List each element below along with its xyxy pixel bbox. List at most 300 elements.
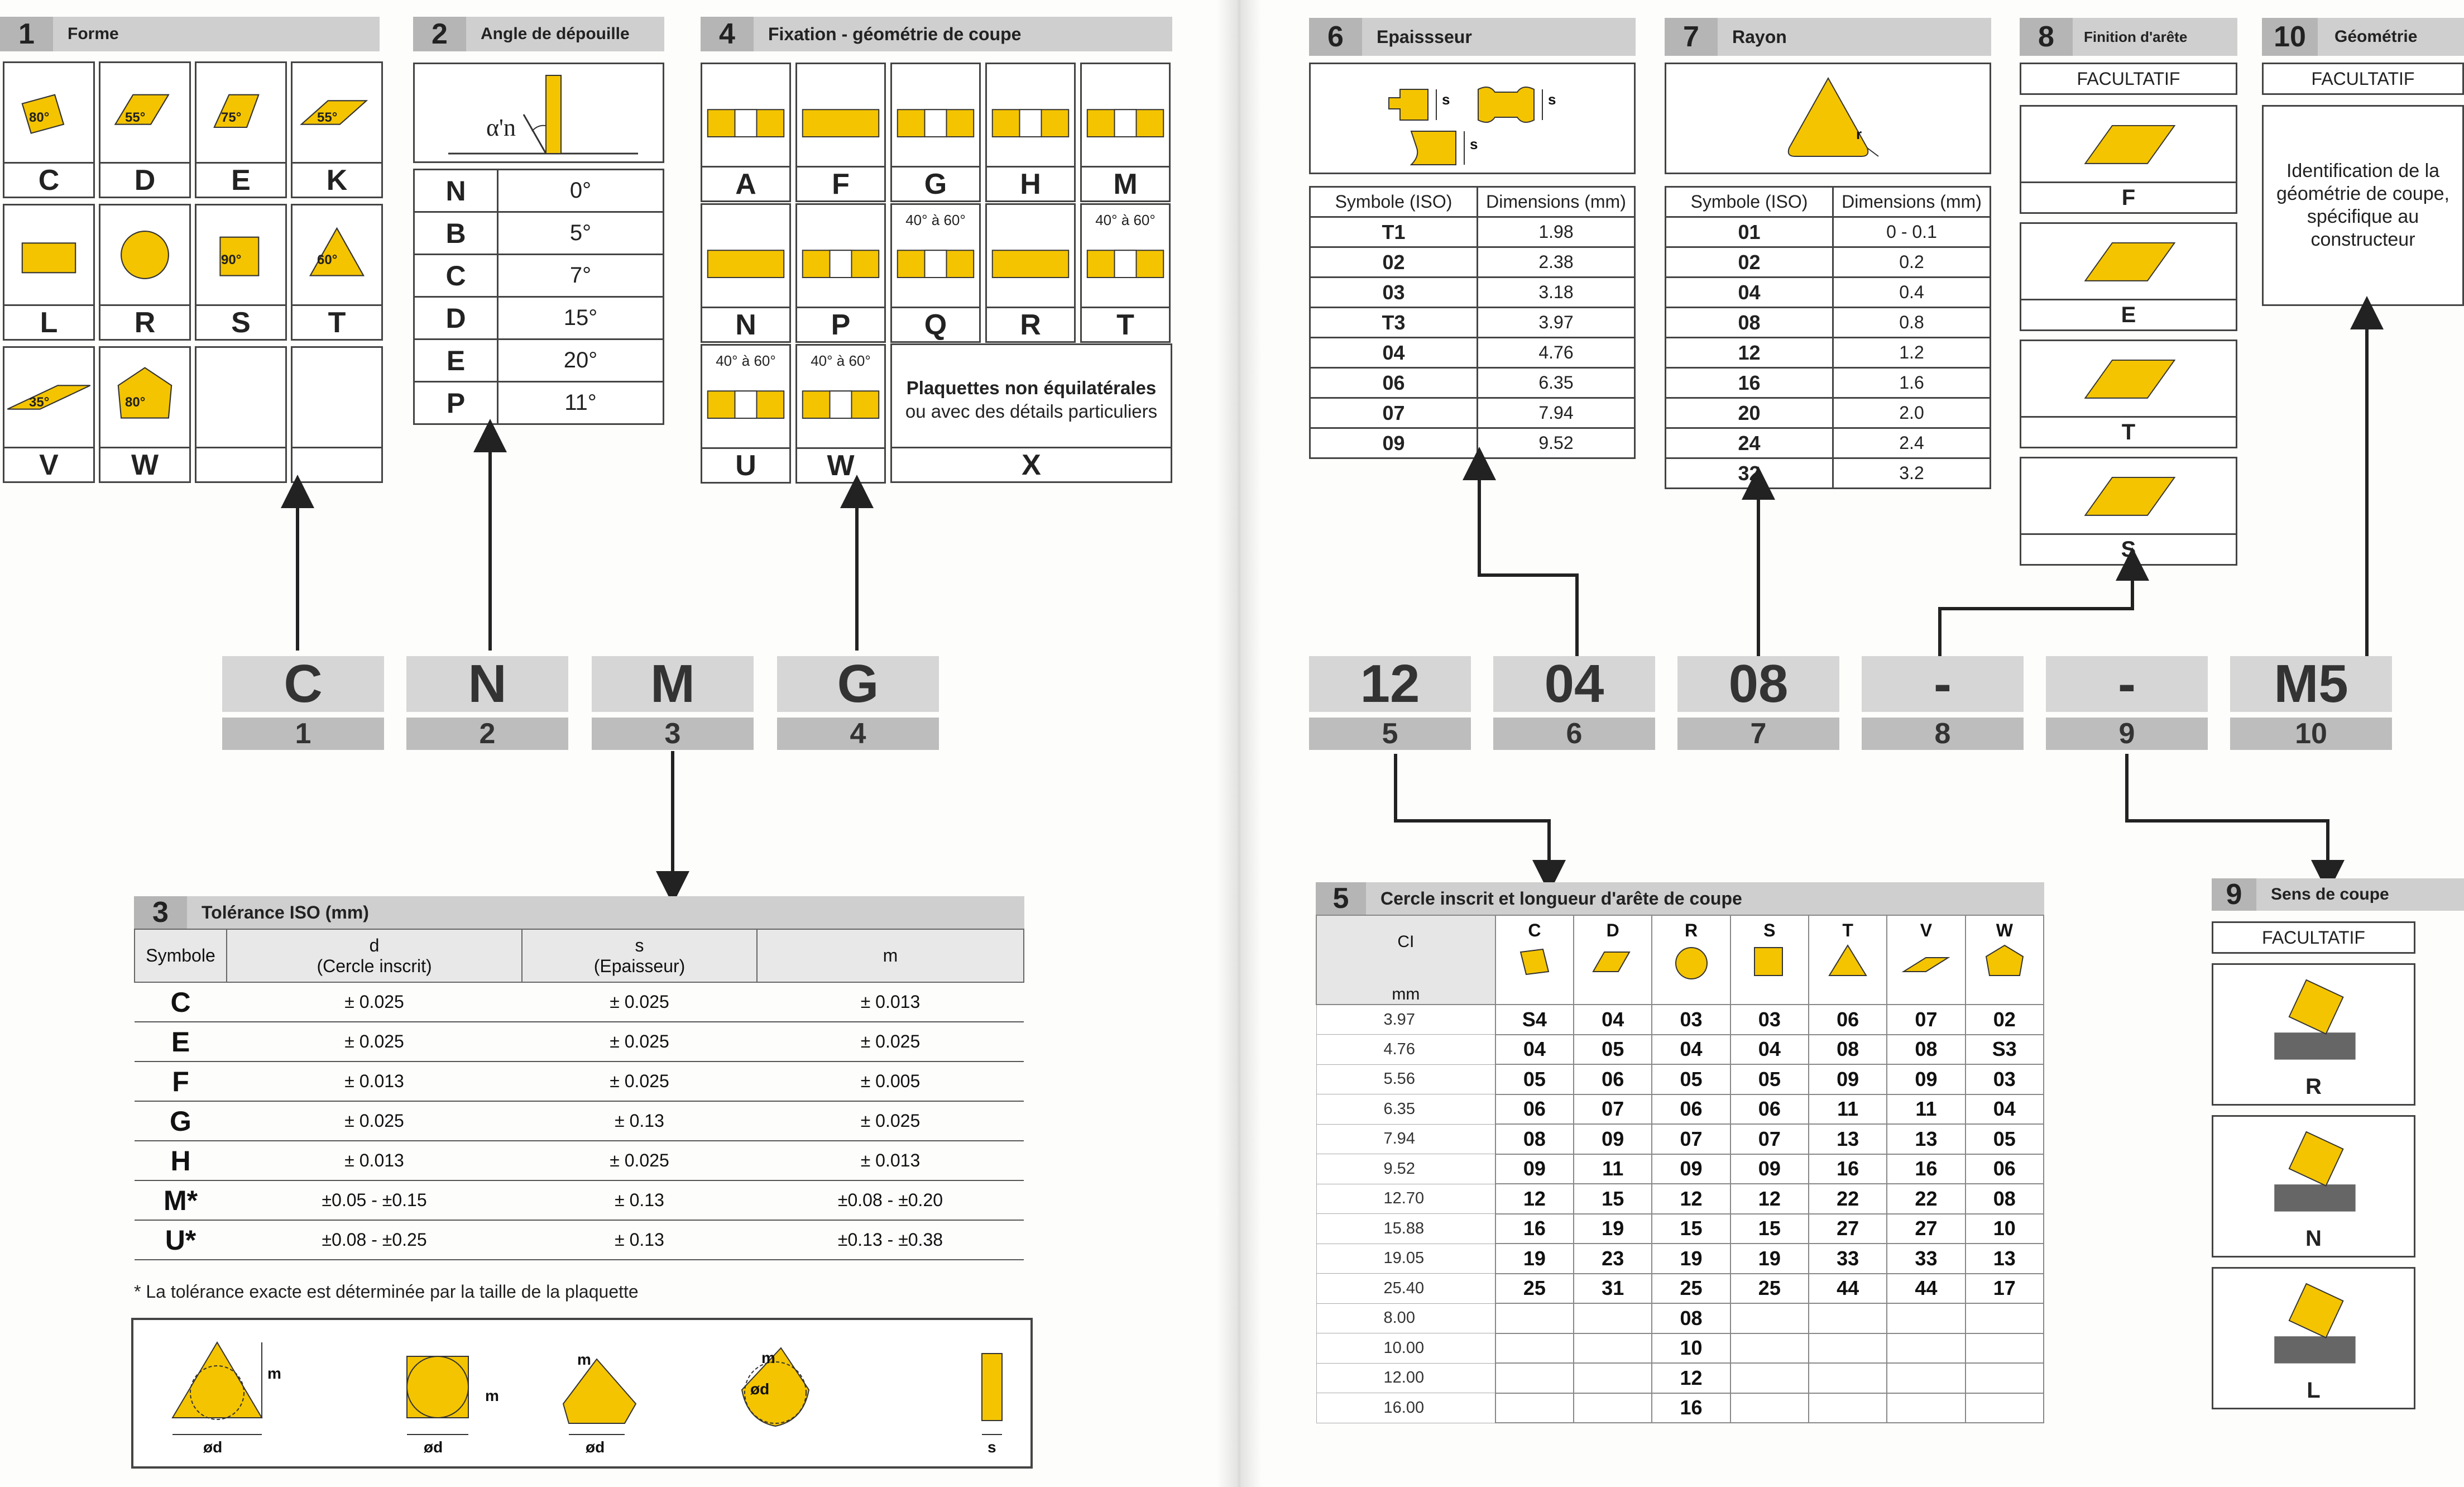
inscribed-row[interactable] [1316, 1244, 2044, 1274]
inscribed-code [1730, 1333, 1809, 1364]
inscribed-col-r [1652, 915, 1730, 1005]
inscribed-code: 22 [1809, 1184, 1887, 1214]
inscribed-code: 16 [1495, 1214, 1574, 1244]
inscribed-ci-value: 9.52 [1316, 1154, 1495, 1184]
inscribed-code [1574, 1363, 1652, 1393]
shape-letter: L [4, 304, 93, 339]
section9-header [2212, 878, 2464, 911]
inscribed-code: 06 [1652, 1094, 1730, 1125]
inscribed-col-d [1574, 915, 1652, 1005]
cutting-direction-n[interactable] [2212, 1115, 2415, 1258]
tolerance-symbol: U* [165, 1224, 196, 1256]
inscribed-row[interactable] [1316, 1363, 2044, 1393]
s6-value: 4.76 [1478, 338, 1635, 368]
code-char-2: N [406, 656, 568, 712]
s6-header-dims: Dimensions (mm) [1478, 187, 1635, 217]
inscribed-code [1966, 1333, 2044, 1364]
inscribed-row[interactable] [1316, 1393, 2044, 1423]
alpha-n-symbol: α'n [486, 114, 516, 141]
shape-angle-label: 60° [317, 252, 338, 267]
section5-number: 5 [1316, 882, 1366, 915]
inscribed-code: 13 [1809, 1124, 1887, 1154]
shape-angle-label: 35° [29, 395, 50, 410]
inscribed-code: 13 [1887, 1124, 1965, 1154]
inscribed-code: 15 [1574, 1184, 1652, 1214]
clearance-code: E [414, 340, 498, 382]
inscribed-code: 10 [1652, 1333, 1730, 1364]
inscribed-code [1966, 1393, 2044, 1423]
label-m-1: m [267, 1365, 281, 1382]
shape-angle-label: 55° [125, 110, 146, 125]
inscribed-code [1495, 1363, 1574, 1393]
tolerance-table [134, 929, 1024, 1260]
tolerance-value: ±0.08 - ±0.20 [837, 1190, 943, 1210]
inscribed-row[interactable] [1316, 1035, 2044, 1065]
geometry-description: Identification de la géométrie de coupe, spécifique au constructeur [2262, 105, 2464, 306]
inscribed-t-icon [1809, 941, 1886, 997]
s7-code: 01 [1666, 217, 1833, 247]
code-index-3: 3 [592, 718, 754, 750]
inscribed-code: 05 [1495, 1064, 1574, 1094]
inscribed-code [1809, 1393, 1887, 1423]
inscribed-code: 06 [1809, 1005, 1887, 1035]
header-symbol: Symbole [135, 929, 227, 982]
inscribed-col-w [1966, 915, 2044, 1005]
label-m-2: m [485, 1387, 499, 1404]
code-index-4: 4 [777, 718, 939, 750]
inscribed-ci-value: 5.56 [1316, 1064, 1495, 1094]
inscribed-code: 04 [1495, 1035, 1574, 1065]
fixation-letter: M [1082, 166, 1169, 200]
inscribed-row[interactable] [1316, 1094, 2044, 1125]
inscribed-ci-value: 16.00 [1316, 1393, 1495, 1423]
header-s-line1: s [635, 935, 644, 955]
header-d [227, 929, 522, 982]
s7-value: 2.0 [1833, 398, 1991, 428]
inscribed-ci-value: 6.35 [1316, 1094, 1495, 1125]
inscribed-code: 44 [1809, 1274, 1887, 1304]
cutting-direction-r[interactable] [2212, 963, 2415, 1106]
s6-value: 1.98 [1478, 217, 1635, 247]
code-index-7: 7 [1677, 718, 1839, 750]
section1-number: 1 [0, 17, 53, 51]
s7-value: 2.4 [1833, 428, 1991, 458]
section5-header [1316, 882, 2044, 915]
s6-value: 3.18 [1478, 278, 1635, 308]
inscribed-ci-value: 19.05 [1316, 1244, 1495, 1274]
cutting-direction-n-icon [2213, 1117, 2414, 1222]
cutting-direction-letter: R [2305, 1074, 2322, 1099]
inscribed-row[interactable] [1316, 1303, 2044, 1333]
shape-letter: S [196, 304, 285, 339]
inscribed-code: 07 [1730, 1124, 1809, 1154]
fixation-letter: F [797, 166, 884, 200]
inscribed-v-icon [1887, 941, 1964, 997]
shape-letter: T [293, 304, 381, 339]
s7-code: 20 [1666, 398, 1833, 428]
tolerance-grid [134, 929, 1024, 1260]
s7-value: 1.2 [1833, 338, 1991, 368]
inscribed-code: 13 [1966, 1244, 2044, 1274]
section8-number: 8 [2020, 18, 2073, 56]
inscribed-code: 12 [1652, 1184, 1730, 1214]
inscribed-row[interactable] [1316, 1124, 2044, 1154]
tolerance-value: ±0.05 - ±0.15 [322, 1190, 427, 1210]
inscribed-code: 16 [1652, 1393, 1730, 1423]
shape-letter: D [100, 162, 189, 197]
inscribed-code [1495, 1303, 1574, 1333]
section6-number: 6 [1309, 18, 1362, 56]
inscribed-row[interactable] [1316, 1274, 2044, 1304]
inscribed-code: 07 [1652, 1124, 1730, 1154]
inscribed-code [1966, 1363, 2044, 1393]
tolerance-symbol: G [170, 1105, 191, 1137]
shape-letter: C [4, 162, 93, 197]
section5-title: Cercle inscrit et longueur d'arête de coupe [1380, 888, 1742, 909]
section4-number: 4 [701, 17, 754, 51]
shape-letter: R [100, 304, 189, 339]
tolerance-value: ± 0.025 [344, 1031, 404, 1051]
header-d-line1: d [369, 935, 380, 955]
inscribed-col-letter: R [1684, 920, 1698, 940]
inscribed-code: 44 [1887, 1274, 1965, 1304]
ci-unit: mm [1392, 985, 1420, 1003]
tolerance-row[interactable] [135, 982, 1024, 1022]
inscribed-col-letter: D [1606, 920, 1619, 940]
fixation-letter: U [702, 447, 789, 482]
inscribed-row[interactable] [1316, 1333, 2044, 1364]
tolerance-symbol: E [171, 1026, 190, 1058]
inscribed-row[interactable] [1316, 1154, 2044, 1184]
inscribed-ci-value: 12.00 [1316, 1363, 1495, 1393]
s6-value: 2.38 [1478, 247, 1635, 278]
section2-number: 2 [413, 17, 466, 51]
inscribed-code: 19 [1652, 1244, 1730, 1274]
label-d-1: ød [203, 1438, 223, 1456]
label-d-3: ød [586, 1438, 605, 1456]
inscribed-code: 08 [1887, 1035, 1965, 1065]
code-char-3: M [592, 656, 754, 712]
inscribed-row[interactable] [1316, 1184, 2044, 1214]
tolerance-header-row [135, 929, 1024, 982]
connector-arrows-right [1262, 0, 2464, 905]
inscribed-code: 17 [1966, 1274, 2044, 1304]
code-index-2: 2 [406, 718, 568, 750]
code-char-1: C [222, 656, 384, 712]
fixation-letter: R [987, 307, 1074, 341]
s7-code: 16 [1666, 368, 1833, 398]
section7-number: 7 [1665, 18, 1718, 56]
header-m: m [757, 929, 1024, 982]
inscribed-code: 16 [1809, 1154, 1887, 1184]
page-gutter [1217, 0, 1262, 1487]
inscribed-code: 11 [1809, 1094, 1887, 1125]
tolerance-value: ± 0.13 [615, 1230, 664, 1250]
fixation-letter: N [702, 307, 789, 341]
inscribed-code: S3 [1966, 1035, 2044, 1065]
label-m-4: m [761, 1349, 775, 1366]
s6-code: 02 [1310, 247, 1478, 278]
inscribed-row[interactable] [1316, 1064, 2044, 1094]
inscribed-grid [1316, 915, 2044, 1423]
section9-optional: FACULTATIF [2212, 921, 2415, 954]
code-index-5: 5 [1309, 718, 1471, 750]
inscribed-code: 06 [1966, 1154, 2044, 1184]
s6-code: 03 [1310, 278, 1478, 308]
s7-code: 08 [1666, 308, 1833, 338]
inscribed-code: 04 [1574, 1005, 1652, 1035]
inscribed-code: 25 [1495, 1274, 1574, 1304]
tolerance-value: ± 0.025 [860, 1031, 921, 1051]
inscribed-code: 08 [1652, 1303, 1730, 1333]
inscribed-row[interactable] [1316, 1005, 2044, 1035]
inscribed-code [1809, 1303, 1887, 1333]
section7-title: Rayon [1732, 26, 1787, 47]
inscribed-code: 11 [1887, 1094, 1965, 1125]
section1-title: Forme [68, 25, 119, 43]
inscribed-code [1574, 1393, 1652, 1423]
clearance-angle: 5° [498, 212, 664, 255]
inscribed-col-letter: C [1528, 920, 1541, 940]
inscribed-s-icon [1731, 941, 1808, 997]
inscribed-w-icon [1966, 941, 2043, 997]
tolerance-value: ± 0.013 [860, 992, 921, 1012]
s7-value: 1.6 [1833, 368, 1991, 398]
s7-value: 3.2 [1833, 458, 1991, 489]
inscribed-code: 10 [1966, 1214, 2044, 1244]
inscribed-code: 09 [1495, 1154, 1574, 1184]
inscribed-ci-value: 3.97 [1316, 1005, 1495, 1035]
ci-header [1316, 915, 1495, 1005]
inscribed-code: 09 [1730, 1154, 1809, 1184]
inscribed-code: 09 [1652, 1154, 1730, 1184]
code-char-10: M5 [2230, 656, 2392, 712]
fixation-angle-note: 40° à 60° [905, 212, 966, 228]
fixation-letter: A [702, 166, 789, 200]
tolerance-row[interactable] [135, 1022, 1024, 1062]
tolerance-value: ± 0.005 [860, 1071, 921, 1091]
s7-code: 24 [1666, 428, 1833, 458]
tolerance-symbol: H [170, 1145, 191, 1177]
inscribed-code [1809, 1333, 1887, 1364]
cutting-direction-letter: N [2305, 1226, 2322, 1251]
cutting-direction-letter: L [2307, 1378, 2321, 1403]
clearance-code: B [414, 212, 498, 255]
inscribed-ci-value: 25.40 [1316, 1274, 1495, 1304]
s7-code: 32 [1666, 458, 1833, 489]
fixation-letter: P [797, 307, 884, 341]
header-s-line2: (Epaisseur) [593, 955, 685, 976]
inscribed-code: 07 [1887, 1005, 1965, 1035]
clearance-code: P [414, 382, 498, 424]
s6-code: 06 [1310, 368, 1478, 398]
inscribed-col-s [1730, 915, 1809, 1005]
s-label-3: s [1470, 136, 1478, 152]
inscribed-code: 05 [1966, 1124, 2044, 1154]
inscribed-code: 05 [1574, 1035, 1652, 1065]
tolerance-value: ± 0.025 [860, 1111, 921, 1131]
section9-title: Sens de coupe [2271, 885, 2389, 903]
label-s: s [987, 1438, 996, 1456]
inscribed-row[interactable] [1316, 1214, 2044, 1244]
tolerance-value: ± 0.013 [344, 1150, 404, 1170]
clearance-code: C [414, 255, 498, 297]
shape-angle-label: 90° [221, 252, 242, 267]
clearance-angle: 11° [498, 382, 664, 424]
tolerance-value: ± 0.025 [344, 1111, 404, 1131]
inscribed-code [1966, 1303, 2044, 1333]
clearance-angle: 0° [498, 170, 664, 212]
clearance-code: D [414, 297, 498, 340]
s6-code: T1 [1310, 217, 1478, 247]
fixation-letter: T [1082, 307, 1169, 341]
inscribed-code: 03 [1730, 1005, 1809, 1035]
tolerance-value: ± 0.025 [610, 1150, 669, 1170]
shape-angle-label: 80° [125, 395, 146, 410]
s6-code: 09 [1310, 428, 1478, 458]
s7-code: 02 [1666, 247, 1833, 278]
section3-title: Tolérance ISO (mm) [202, 902, 369, 922]
r-label: r [1856, 126, 1862, 142]
inscribed-code: 12 [1652, 1363, 1730, 1393]
section4-title: Fixation - géométrie de coupe [768, 23, 1022, 44]
code-index-6: 6 [1493, 718, 1655, 750]
tolerance-symbol: M* [163, 1184, 198, 1216]
inscribed-code [1887, 1333, 1965, 1364]
fixation-letter: H [987, 166, 1074, 200]
inscribed-code [1730, 1363, 1809, 1393]
inscribed-code: 31 [1574, 1274, 1652, 1304]
tolerance-row[interactable] [135, 1180, 1024, 1220]
section10-optional: FACULTATIF [2262, 63, 2464, 95]
inscribed-code: 08 [1809, 1035, 1887, 1065]
code-index-10: 10 [2230, 718, 2392, 750]
inscribed-code: 19 [1574, 1214, 1652, 1244]
inscribed-col-letter: V [1920, 920, 1933, 940]
tolerance-value: ± 0.13 [615, 1111, 664, 1131]
inscribed-code: 05 [1652, 1064, 1730, 1094]
tolerance-symbol: C [170, 986, 191, 1018]
ci-label: CI [1397, 933, 1415, 951]
tolerance-row[interactable] [135, 1062, 1024, 1101]
section3-header [134, 896, 1024, 929]
shape-letter: W [100, 447, 189, 481]
cutting-direction-r-icon [2213, 965, 2414, 1070]
section8-optional: FACULTATIF [2020, 63, 2237, 95]
inscribed-code [1730, 1303, 1809, 1333]
inscribed-code: 16 [1887, 1154, 1965, 1184]
s-label-2: s [1548, 91, 1556, 108]
inscribed-ci-value: 10.00 [1316, 1333, 1495, 1364]
inscribed-code [1887, 1393, 1965, 1423]
inscribed-code: 27 [1809, 1214, 1887, 1244]
inscribed-code: 07 [1574, 1094, 1652, 1125]
code-char-5: 12 [1309, 656, 1471, 712]
inscribed-circle-table [1316, 915, 2044, 1423]
inscribed-d-icon [1574, 941, 1651, 997]
fixation-letter: Q [892, 307, 979, 341]
inscribed-code: 09 [1887, 1064, 1965, 1094]
code-index-8: 8 [1862, 718, 2024, 750]
tolerance-value: ±0.08 - ±0.25 [322, 1230, 427, 1250]
tolerance-diagrams [131, 1318, 1033, 1469]
inscribed-col-letter: S [1763, 920, 1776, 940]
tolerance-value: ± 0.13 [615, 1190, 664, 1210]
inscribed-code: 25 [1730, 1274, 1809, 1304]
inscribed-code: 04 [1966, 1094, 2044, 1125]
inscribed-code: 03 [1652, 1005, 1730, 1035]
inscribed-code: 03 [1966, 1064, 2044, 1094]
code-char-7: 08 [1677, 656, 1839, 712]
inscribed-code: 19 [1495, 1244, 1574, 1274]
edge-finish-letter: T [2021, 416, 2236, 447]
inscribed-code [1887, 1363, 1965, 1393]
inscribed-code: 08 [1495, 1124, 1574, 1154]
header-s [522, 929, 757, 982]
inscribed-code [1730, 1393, 1809, 1423]
fixation-angle-note: 40° à 60° [716, 352, 776, 369]
clearance-angle: 7° [498, 255, 664, 297]
s6-value: 7.94 [1478, 398, 1635, 428]
inscribed-code: 25 [1652, 1274, 1730, 1304]
tolerance-row[interactable] [135, 1141, 1024, 1180]
s7-value: 0.2 [1833, 247, 1991, 278]
s6-code: 04 [1310, 338, 1478, 368]
code-char-9: - [2046, 656, 2208, 712]
clearance-angle: 20° [498, 340, 664, 382]
shape-letter: K [293, 162, 381, 197]
clearance-angle: 15° [498, 297, 664, 340]
code-char-8: - [1862, 656, 2024, 712]
inscribed-code: 19 [1730, 1244, 1809, 1274]
inscribed-code [1495, 1333, 1574, 1364]
inscribed-code: 27 [1887, 1214, 1965, 1244]
s6-code: T3 [1310, 308, 1478, 338]
section10-number: 10 [2262, 18, 2318, 56]
s7-code: 12 [1666, 338, 1833, 368]
edge-finish-letter: E [2021, 299, 2236, 329]
cutting-direction-l-icon [2213, 1269, 2414, 1374]
tolerance-row[interactable] [135, 1220, 1024, 1260]
shape-angle-label: 55° [317, 110, 338, 125]
inscribed-code: 11 [1574, 1154, 1652, 1184]
inscribed-code: 12 [1730, 1184, 1809, 1214]
s7-header-symbol: Symbole (ISO) [1666, 187, 1833, 217]
edge-finish-letter: S [2021, 533, 2236, 564]
s7-value: 0 - 0.1 [1833, 217, 1991, 247]
inscribed-code: 09 [1574, 1124, 1652, 1154]
tolerance-row[interactable] [135, 1101, 1024, 1141]
inscribed-code: 04 [1652, 1035, 1730, 1065]
section8-title: Finition d'arête [2084, 28, 2188, 45]
s6-value: 3.97 [1478, 308, 1635, 338]
code-char-6: 04 [1493, 656, 1655, 712]
s7-value: 0.8 [1833, 308, 1991, 338]
inscribed-c-icon [1496, 941, 1573, 997]
s6-value: 9.52 [1478, 428, 1635, 458]
inscribed-code: 33 [1887, 1244, 1965, 1274]
code-index-1: 1 [222, 718, 384, 750]
x-letter: X [892, 447, 1171, 481]
cutting-direction-l[interactable] [2212, 1267, 2415, 1409]
inscribed-code: 04 [1730, 1035, 1809, 1065]
x-text-line1: Plaquettes non équilatérales [906, 377, 1157, 398]
inscribed-ci-value: 15.88 [1316, 1214, 1495, 1244]
inscribed-code [1574, 1333, 1652, 1364]
inscribed-code: 23 [1574, 1244, 1652, 1274]
inscribed-code: 15 [1652, 1214, 1730, 1244]
inscribed-col-t [1809, 915, 1887, 1005]
